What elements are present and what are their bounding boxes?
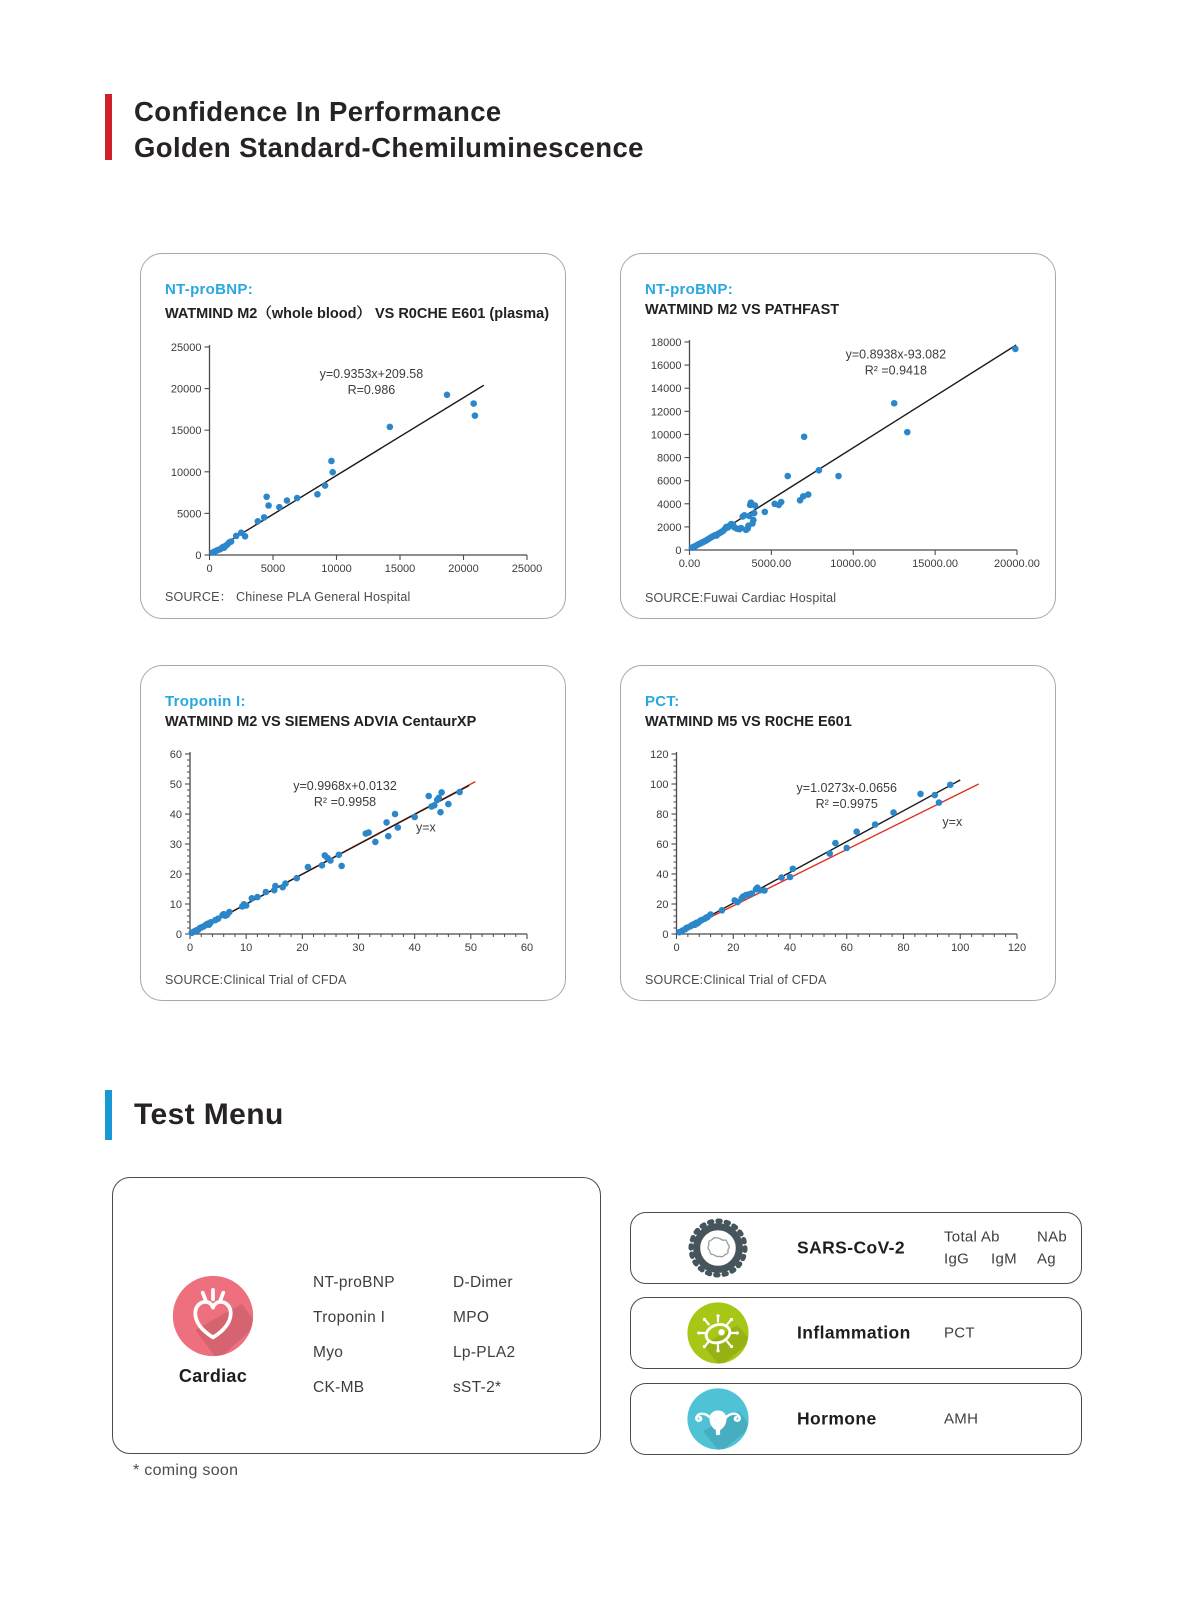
svg-text:40: 40 [783, 942, 797, 954]
svg-text:5000: 5000 [177, 508, 202, 521]
svg-text:20000.00: 20000.00 [994, 558, 1040, 570]
chart-card-troponin-siemens [140, 665, 566, 1001]
test-item: Troponin I [313, 1309, 386, 1326]
hormone-panel [630, 1383, 1082, 1455]
scatter-plot-troponin-siemens [165, 742, 545, 969]
svg-text:120: 120 [1007, 942, 1027, 954]
chart-assay-label: PCT: [645, 693, 680, 710]
chart-source: SOURCE:Clinical Trial of CFDA [645, 973, 827, 987]
svg-text:100: 100 [650, 779, 669, 791]
test-item: NT-proBNP [313, 1274, 395, 1291]
svg-text:40: 40 [408, 942, 421, 954]
svg-text:0: 0 [673, 942, 680, 954]
svg-text:120: 120 [650, 749, 669, 761]
test-item: Lp-PLA2 [453, 1344, 516, 1361]
svg-text:40: 40 [169, 809, 182, 821]
svg-text:20: 20 [296, 942, 309, 954]
svg-text:y=x: y=x [942, 815, 963, 829]
svg-text:6000: 6000 [657, 475, 682, 488]
svg-text:10000: 10000 [650, 429, 682, 442]
svg-text:0: 0 [675, 545, 682, 557]
chart-assay-label: NT-proBNP: [165, 281, 253, 298]
svg-text:0: 0 [175, 929, 182, 941]
svg-text:0: 0 [195, 550, 202, 562]
svg-text:20000: 20000 [448, 563, 479, 575]
sars-category-label: SARS-CoV-2 [797, 1237, 906, 1258]
chart-card-ntprobnp-pathfast [620, 253, 1056, 619]
cardiac-test-column-1 [313, 1272, 395, 1399]
svg-text:R=0.986: R=0.986 [347, 383, 396, 398]
coming-soon-footnote: * coming soon [133, 1462, 239, 1479]
uterus-icon [686, 1387, 750, 1451]
svg-text:15000: 15000 [170, 425, 202, 438]
test-item: NAb [1037, 1228, 1068, 1246]
hormone-category-label: Hormone [797, 1408, 877, 1429]
svg-text:100: 100 [951, 942, 970, 954]
svg-text:50: 50 [464, 942, 477, 954]
svg-text:15000.00: 15000.00 [912, 558, 959, 570]
svg-text:0: 0 [186, 942, 194, 954]
chart-assay-label: Troponin I: [165, 693, 246, 710]
svg-text:y=0.9353x+209.58: y=0.9353x+209.58 [319, 367, 424, 382]
chart-title: WATMIND M5 VS R0CHE E601 [645, 714, 852, 730]
sars-test-list [944, 1229, 1067, 1268]
chart-card-ntprobnp-roche [140, 253, 566, 619]
sars-cov-2-panel [630, 1212, 1082, 1284]
svg-text:10: 10 [169, 899, 182, 911]
cardiac-panel [112, 1177, 601, 1454]
svg-text:25000: 25000 [170, 342, 202, 354]
svg-text:14000: 14000 [650, 383, 682, 396]
chart-source: SOURCE:Fuwai Cardiac Hospital [645, 591, 837, 605]
test-item: Ag [1037, 1250, 1056, 1268]
svg-text:R² =0.9975: R² =0.9975 [815, 796, 878, 811]
inflammation-category-label: Inflammation [797, 1322, 911, 1343]
svg-text:20: 20 [169, 869, 182, 881]
test-item: IgM [991, 1250, 1017, 1268]
scatter-plot-pct-roche [645, 742, 1035, 969]
svg-text:y=0.8938x-93.082: y=0.8938x-93.082 [845, 347, 947, 362]
chart-title: WATMIND M2 VS PATHFAST [645, 302, 840, 318]
svg-text:R² =0.9418: R² =0.9418 [864, 363, 927, 378]
svg-text:16000: 16000 [650, 360, 682, 373]
svg-text:y=0.9968x+0.0132: y=0.9968x+0.0132 [293, 779, 397, 793]
scatter-plot-ntprobnp-roche [165, 335, 545, 590]
svg-text:30: 30 [169, 839, 182, 851]
test-item: Myo [313, 1344, 344, 1361]
page-title-line1: Confidence In Performance [134, 96, 502, 127]
svg-text:20: 20 [656, 899, 669, 911]
svg-text:5000: 5000 [260, 563, 286, 575]
test-item: PCT [944, 1324, 975, 1342]
test-menu-header [105, 1090, 284, 1140]
svg-text:18000: 18000 [650, 337, 682, 349]
cardiac-category-label: Cardiac [178, 1366, 248, 1386]
svg-text:12000: 12000 [650, 406, 682, 419]
svg-text:60: 60 [169, 749, 182, 761]
chart-card-pct-roche [620, 665, 1056, 1001]
heart-icon [171, 1274, 255, 1358]
svg-text:10: 10 [240, 942, 253, 954]
svg-text:60: 60 [656, 839, 669, 851]
svg-text:y=x: y=x [415, 820, 436, 835]
test-item: AMH [944, 1410, 979, 1428]
svg-text:15000: 15000 [384, 563, 416, 575]
test-item: D-Dimer [453, 1274, 513, 1291]
svg-text:80: 80 [656, 809, 669, 821]
chart-title: WATMIND M2（whole blood） VS R0CHE E601 (plasma) [165, 306, 550, 322]
svg-text:50: 50 [169, 779, 182, 791]
bacteria-icon [686, 1301, 750, 1365]
svg-text:8000: 8000 [657, 452, 682, 465]
svg-text:20000: 20000 [170, 383, 202, 396]
test-menu-title: Test Menu [134, 1098, 284, 1131]
svg-text:5000.00: 5000.00 [751, 558, 792, 570]
svg-text:20: 20 [727, 942, 740, 954]
coronavirus-icon [686, 1216, 750, 1280]
inflammation-panel [630, 1297, 1082, 1369]
blue-accent-bar [105, 1090, 112, 1140]
svg-text:10000: 10000 [321, 563, 352, 575]
svg-text:10000.00: 10000.00 [830, 558, 877, 570]
svg-text:4000: 4000 [657, 498, 682, 511]
red-accent-bar [105, 94, 112, 160]
svg-text:80: 80 [897, 942, 910, 954]
scatter-plot-ntprobnp-pathfast [645, 330, 1040, 585]
page-header [105, 94, 644, 166]
svg-text:30: 30 [352, 942, 365, 954]
chart-assay-label: NT-proBNP: [645, 281, 733, 298]
svg-text:25000: 25000 [511, 563, 543, 575]
chart-title: WATMIND M2 VS SIEMENS ADVIA CentaurXP [165, 714, 477, 730]
svg-text:y=1.0273x-0.0656: y=1.0273x-0.0656 [796, 780, 897, 795]
svg-text:40: 40 [656, 869, 669, 881]
page-title-line2: Golden Standard-Chemiluminescence [134, 132, 644, 163]
svg-text:2000: 2000 [657, 521, 682, 534]
test-item: MPO [453, 1309, 490, 1326]
test-item: IgG [944, 1250, 970, 1268]
chart-source: SOURCE： Chinese PLA General Hospital [165, 590, 411, 604]
svg-text:0: 0 [206, 563, 213, 575]
test-item: Total Ab [944, 1228, 1000, 1246]
svg-text:60: 60 [520, 942, 534, 954]
svg-text:R² =0.9958: R² =0.9958 [313, 795, 377, 809]
svg-text:0.00: 0.00 [678, 558, 701, 570]
chart-source: SOURCE:Clinical Trial of CFDA [165, 973, 347, 987]
svg-text:0: 0 [662, 929, 669, 941]
test-item: sST-2* [453, 1379, 502, 1396]
svg-text:60: 60 [840, 942, 853, 954]
test-item: CK-MB [313, 1379, 365, 1396]
cardiac-test-column-2 [453, 1272, 515, 1399]
svg-text:10000: 10000 [170, 466, 202, 479]
